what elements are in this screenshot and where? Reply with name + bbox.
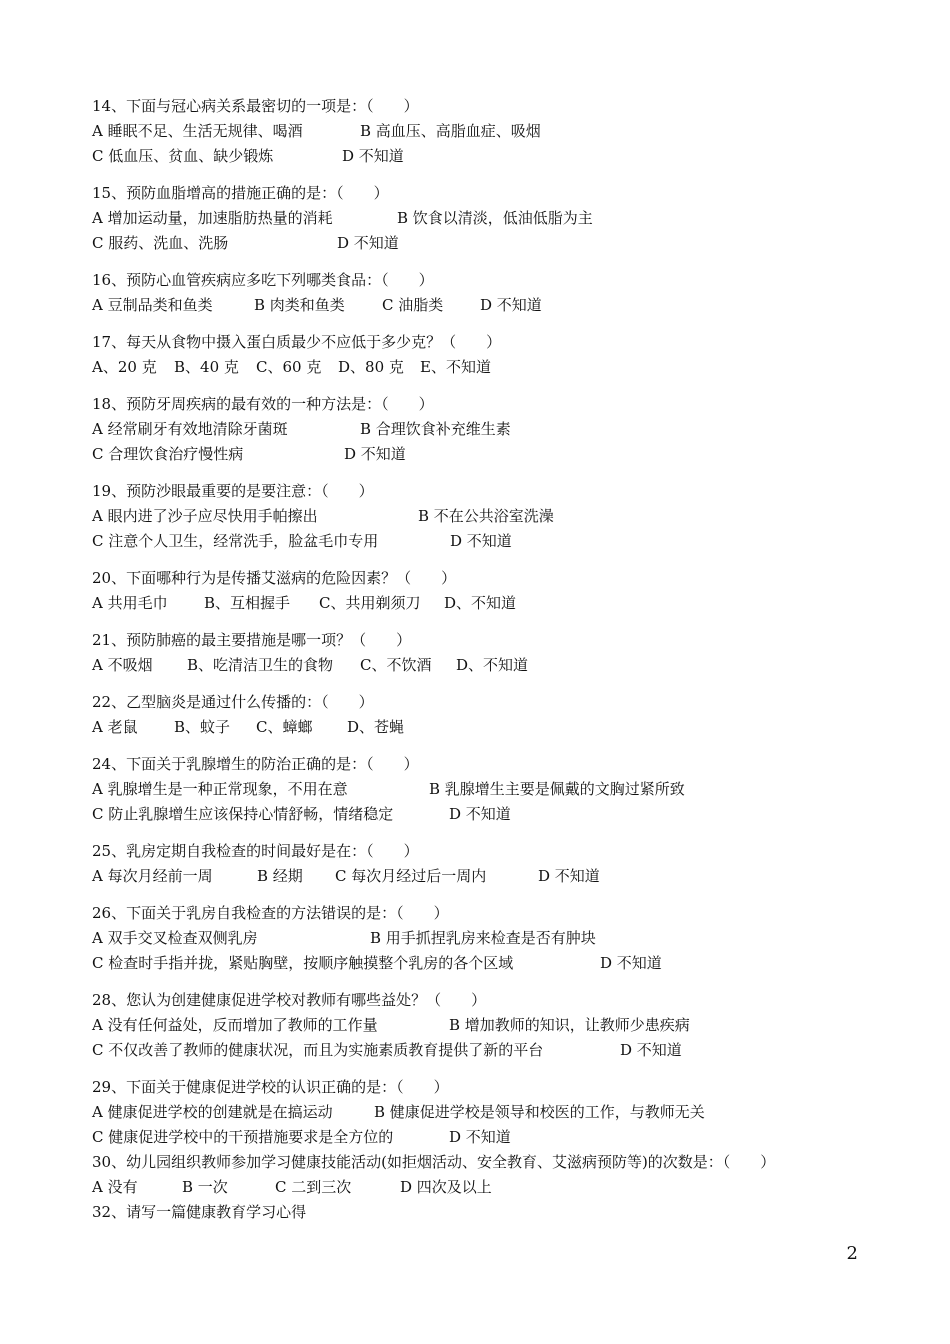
option-d: D、80 克 xyxy=(338,358,404,376)
option-a: A 老鼠 xyxy=(92,718,138,736)
option-line xyxy=(92,1038,872,1063)
option-line xyxy=(92,653,872,678)
option-c: C、不饮酒 xyxy=(360,656,432,674)
question-text: 28、您认为创建健康促进学校对教师有哪些益处？（ ） xyxy=(92,991,487,1009)
option-d: D 不知道 xyxy=(450,532,512,550)
option-line xyxy=(92,777,872,802)
option-line xyxy=(92,926,872,951)
option-a: A 睡眠不足、生活无规律、喝酒 xyxy=(92,122,303,140)
option-c: C 注意个人卫生，经常洗手，脸盆毛巾专用 xyxy=(92,532,379,550)
option-a: A 不吸烟 xyxy=(92,656,153,674)
option-d: D 不知道 xyxy=(480,296,542,314)
option-line xyxy=(92,591,872,616)
option-line xyxy=(92,951,872,976)
option-line xyxy=(92,715,872,740)
question-22 xyxy=(92,690,872,740)
question-16 xyxy=(92,268,872,318)
question-32 xyxy=(92,1200,872,1225)
question-17 xyxy=(92,330,872,380)
question-29 xyxy=(92,1075,872,1150)
option-line xyxy=(92,119,872,144)
option-c: C 健康促进学校中的干预措施要求是全方位的 xyxy=(92,1128,394,1146)
option-c: C、共用剃须刀 xyxy=(319,594,421,612)
question-text: 22、乙型脑炎是通过什么传播的：（ ） xyxy=(92,693,374,711)
option-d: D 不知道 xyxy=(600,954,662,972)
option-b: B 饮食以清淡，低油低脂为主 xyxy=(397,209,593,227)
question-list xyxy=(92,94,872,1225)
option-c: C 每次月经过后一周内 xyxy=(335,867,487,885)
question-15 xyxy=(92,181,872,256)
question-text: 14、下面与冠心病关系最密切的一项是：（ ） xyxy=(92,97,419,115)
option-c: C 二到三次 xyxy=(275,1178,352,1196)
question-text: 19、预防沙眼最重要的是要注意：（ ） xyxy=(92,482,374,500)
question-text: 16、预防心血管疾病应多吃下列哪类食品：（ ） xyxy=(92,271,434,289)
option-b: B 不在公共浴室洗澡 xyxy=(418,507,554,525)
question-text: 24、下面关于乳腺增生的防治正确的是：（ ） xyxy=(92,755,419,773)
option-b: B 增加教师的知识，让教师少患疾病 xyxy=(449,1016,690,1034)
question-text: 26、下面关于乳房自我检查的方法错误的是：（ ） xyxy=(92,904,449,922)
option-line xyxy=(92,417,872,442)
option-line xyxy=(92,206,872,231)
option-b: B、40 克 xyxy=(174,358,239,376)
option-d: D 不知道 xyxy=(449,1128,511,1146)
option-b: B 经期 xyxy=(257,867,303,885)
question-text: 17、每天从食物中摄入蛋白质最少不应低于多少克？（ ） xyxy=(92,333,502,351)
option-b: B、吃清洁卫生的食物 xyxy=(187,656,334,674)
option-a: A 共用毛巾 xyxy=(92,594,168,612)
question-19 xyxy=(92,479,872,554)
question-text: 18、预防牙周疾病的最有效的一种方法是：（ ） xyxy=(92,395,434,413)
question-25 xyxy=(92,839,872,889)
option-line xyxy=(92,1175,872,1200)
question-18 xyxy=(92,392,872,467)
option-a: A 乳腺增生是一种正常现象，不用在意 xyxy=(92,780,348,798)
question-text: 20、下面哪种行为是传播艾滋病的危险因素？（ ） xyxy=(92,569,457,587)
option-c: C、蟑螂 xyxy=(256,718,313,736)
option-d: D、不知道 xyxy=(444,594,517,612)
option-line xyxy=(92,442,872,467)
question-30 xyxy=(92,1150,872,1200)
option-d: D 不知道 xyxy=(344,445,406,463)
option-b: B 一次 xyxy=(182,1178,228,1196)
option-b: B 健康促进学校是领导和校医的工作，与教师无关 xyxy=(374,1103,705,1121)
option-a: A 经常刷牙有效地清除牙菌斑 xyxy=(92,420,288,438)
question-text: 21、预防肺癌的最主要措施是哪一项？（ ） xyxy=(92,631,412,649)
option-a: A 增加运动量，加速脂肪热量的消耗 xyxy=(92,209,333,227)
option-e: E、不知道 xyxy=(420,358,491,376)
option-c: C 不仅改善了教师的健康状况，而且为实施素质教育提供了新的平台 xyxy=(92,1041,544,1059)
option-line xyxy=(92,231,872,256)
option-line xyxy=(92,1013,872,1038)
option-line xyxy=(92,1100,872,1125)
option-b: B 肉类和鱼类 xyxy=(254,296,345,314)
option-line xyxy=(92,504,872,529)
option-a: A 眼内进了沙子应尽快用手帕擦出 xyxy=(92,507,318,525)
question-28 xyxy=(92,988,872,1063)
question-14 xyxy=(92,94,872,169)
question-text: 30、幼儿园组织教师参加学习健康技能活动(如拒烟活动、安全教育、艾滋病预防等)的次数是：（ ） xyxy=(92,1153,776,1171)
option-d: D 不知道 xyxy=(342,147,404,165)
option-d: D、苍蝇 xyxy=(347,718,405,736)
option-c: C 合理饮食治疗慢性病 xyxy=(92,445,244,463)
option-a: A 每次月经前一周 xyxy=(92,867,213,885)
option-line xyxy=(92,355,872,380)
question-24 xyxy=(92,752,872,827)
question-text: 25、乳房定期自我检查的时间最好是在：（ ） xyxy=(92,842,419,860)
option-d: D 四次及以上 xyxy=(400,1178,492,1196)
option-a: A 没有 xyxy=(92,1178,138,1196)
option-b: B 乳腺增生主要是佩戴的文胸过紧所致 xyxy=(429,780,685,798)
page-number: 2 xyxy=(846,1243,858,1264)
option-line xyxy=(92,864,872,889)
option-b: B 高血压、高脂血症、吸烟 xyxy=(360,122,541,140)
question-text: 32、请写一篇健康教育学习心得 xyxy=(92,1203,307,1221)
option-d: D 不知道 xyxy=(620,1041,682,1059)
option-d: D 不知道 xyxy=(449,805,511,823)
option-c: C 油脂类 xyxy=(382,296,444,314)
option-line xyxy=(92,293,872,318)
question-26 xyxy=(92,901,872,976)
option-c: C 检查时手指并拢，紧贴胸壁，按顺序触摸整个乳房的各个区域 xyxy=(92,954,514,972)
option-d: D 不知道 xyxy=(538,867,600,885)
option-d: D、不知道 xyxy=(456,656,529,674)
option-b: B 用手抓捏乳房来检查是否有肿块 xyxy=(370,929,596,947)
option-a: A 双手交叉检查双侧乳房 xyxy=(92,929,258,947)
option-b: B、蚊子 xyxy=(174,718,231,736)
option-b: B 合理饮食补充维生素 xyxy=(360,420,511,438)
option-a: A 健康促进学校的创建就是在搞运动 xyxy=(92,1103,333,1121)
option-a: A 豆制品类和鱼类 xyxy=(92,296,213,314)
option-line xyxy=(92,802,872,827)
option-line xyxy=(92,529,872,554)
option-a: A 没有任何益处，反而增加了教师的工作量 xyxy=(92,1016,378,1034)
question-text: 15、预防血脂增高的措施正确的是：（ ） xyxy=(92,184,389,202)
question-21 xyxy=(92,628,872,678)
option-d: D 不知道 xyxy=(337,234,399,252)
option-c: C、60 克 xyxy=(256,358,322,376)
option-b: B、互相握手 xyxy=(204,594,291,612)
option-c: C 低血压、贫血、缺少锻炼 xyxy=(92,147,274,165)
question-text: 29、下面关于健康促进学校的认识正确的是：（ ） xyxy=(92,1078,449,1096)
option-a: A、20 克 xyxy=(92,358,157,376)
option-c: C 服药、洗血、洗肠 xyxy=(92,234,229,252)
option-line xyxy=(92,144,872,169)
option-line xyxy=(92,1125,872,1150)
question-20 xyxy=(92,566,872,616)
option-c: C 防止乳腺增生应该保持心情舒畅，情绪稳定 xyxy=(92,805,394,823)
